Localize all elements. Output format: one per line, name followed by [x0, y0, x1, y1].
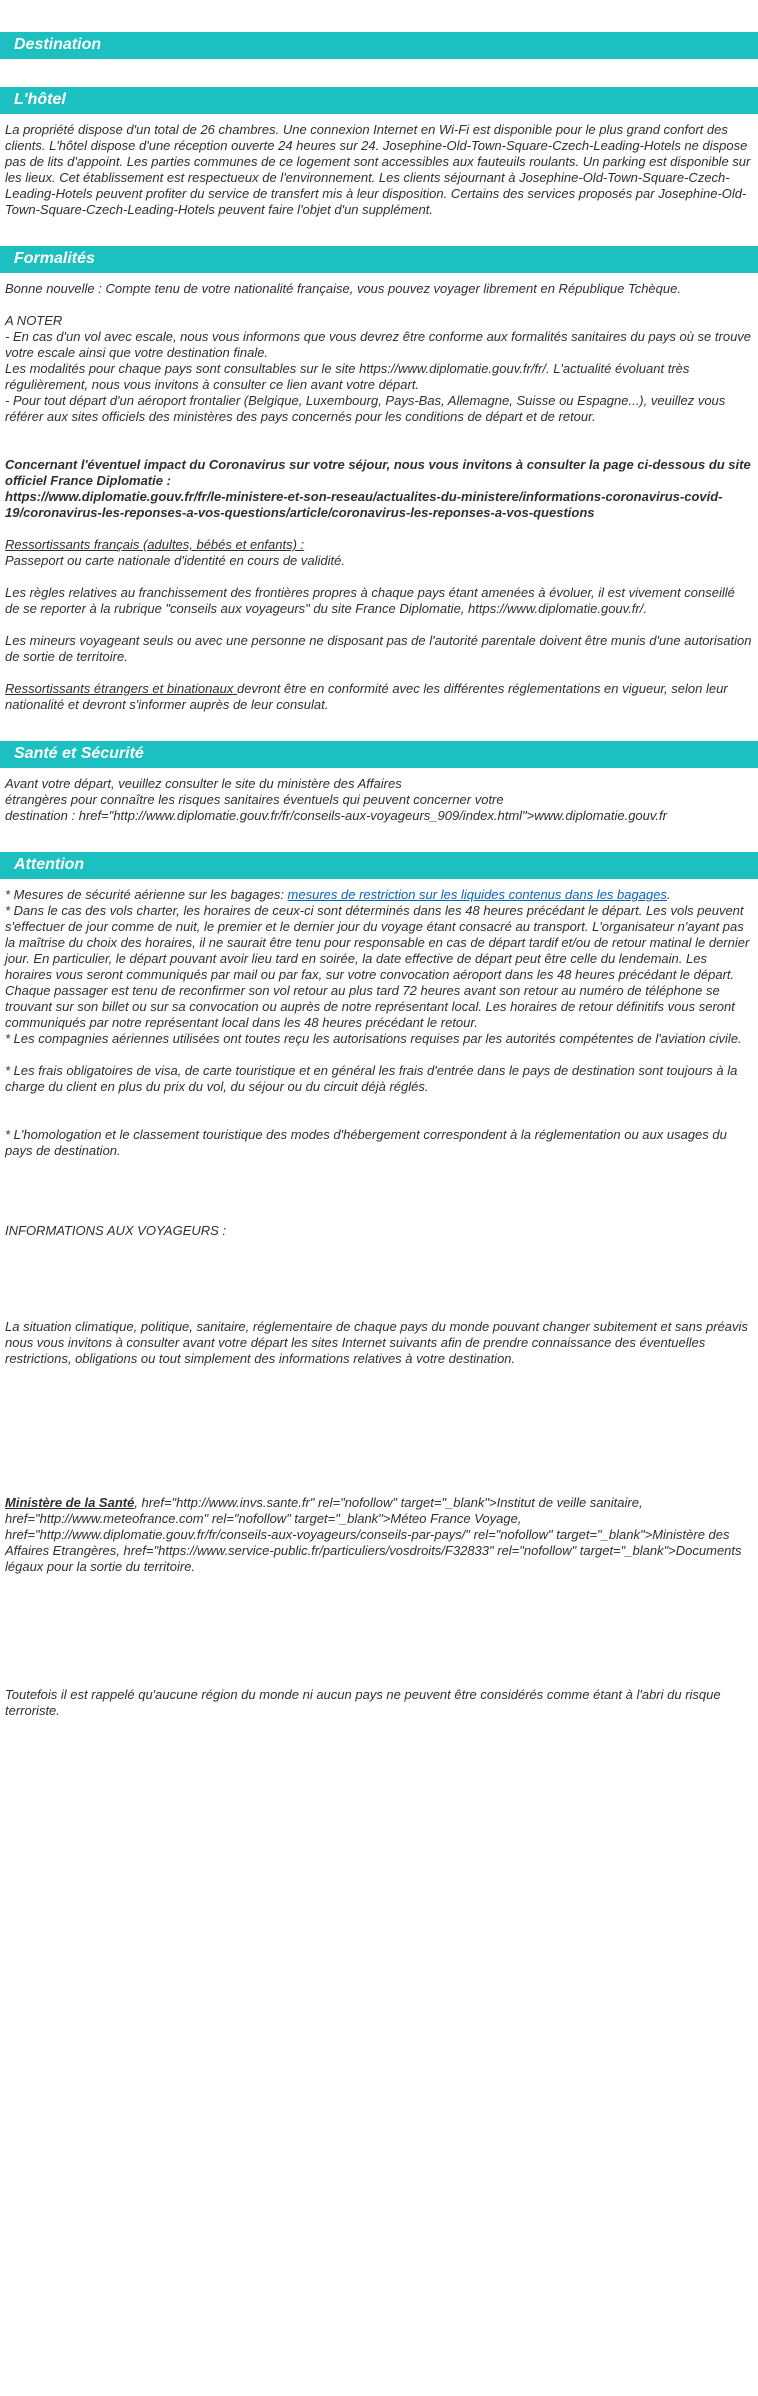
good-news-note: [0, 281, 758, 297]
blank-line: [0, 569, 758, 585]
text-segment: * Dans le cas des vols charter, les horaires de ceux-ci sont déterminés dans les 48 heures précédant le départ. Les vols peuvent s'effectuer de jour comme de nuit, le premier et le dernier jour du voyage étant consacré au transport. L'organisateur n'ayant pas la maîtrise du choix des horaires, il ne saurait être tenu pour responsable en cas de départ tardif et/ou de retour matinal le dernier jour. En particulier, le départ pouvant avoir lieu tard en soirée, la date effective de départ peut être celle du lendemain. Les horaires vous seront communiqués par mail ou par fax, sur votre convocation aéroport dans les 48 heures précédant le départ. Chaque passager est tenu de reconfirmer son vol retour au plus tard 72 heures avant son retour au numéro de téléphone se trouvant sur son billet ou sur sa convocation ou auprès de notre représentant local. Les horaires de retour définitifs vous seront communiqués par notre représentant local dans les 48 heures précédant le retour.: [5, 903, 750, 1030]
charter-flights-note: [0, 903, 758, 1031]
blank-line: [0, 1287, 758, 1303]
situation-notice: [0, 1319, 758, 1335]
visa-fees-note: [0, 1063, 758, 1095]
liquids-restriction-link[interactable]: mesures de restriction sur les liquides contenus dans les bagages: [287, 887, 667, 902]
section-attention: [0, 852, 758, 1719]
section-title: Attention: [14, 856, 85, 873]
blank-line: [0, 1175, 758, 1191]
coronavirus-url: [0, 489, 758, 521]
terrorism-notice: [0, 1687, 758, 1719]
text-segment: Les mineurs voyageant seuls ou avec une personne ne disposant pas de l'autorité parentale doivent être munis d'une autorisation de sortie de territoire.: [5, 633, 752, 664]
section-header-formalites: [0, 246, 758, 273]
blank-line: [0, 1479, 758, 1495]
blank-line: [0, 1191, 758, 1207]
blank-line: [0, 1415, 758, 1431]
foreign-nationals-note: [0, 681, 758, 713]
passport-note: [0, 553, 758, 569]
blank-line: [0, 1639, 758, 1655]
blank-line: [0, 1447, 758, 1463]
text-segment: Toutefois il est rappelé qu'aucune région du monde ni aucun pays ne peuvent être considérés comme étant à l'abri du risque terroriste.: [5, 1687, 721, 1718]
blank-line: [0, 1207, 758, 1223]
text-segment: .: [666, 887, 671, 902]
text-segment: Les modalités pour chaque pays sont consultables sur le site https://www.diplomatie.gouv.fr/fr/. L'actualité évoluant très régulièrement, nous vous invitons à consulter ce lien avant votre départ.: [5, 361, 690, 392]
blank-line: [0, 1399, 758, 1415]
health-line-1: [0, 776, 758, 792]
section-header-destination: [0, 32, 758, 59]
section-header-hotel: [0, 87, 758, 114]
border-rules-note: [0, 585, 758, 617]
ministere-sante-link[interactable]: Ministère de la Santé: [5, 1495, 135, 1510]
text-segment: Bonne nouvelle : Compte tenu de votre nationalité française, vous pouvez voyager librement en République Tchèque.: [5, 281, 681, 296]
blank-line: [0, 1095, 758, 1111]
section-title: L'hôtel: [14, 91, 66, 108]
text-segment: Les règles relatives au franchissement des frontières propres à chaque pays étant amenées à évoluer, il est vivement conseillé de se reporter à la rubrique "conseils aux voyageurs" du site France Diplomatie, https://www.diplomatie.gouv.fr/.: [5, 585, 735, 616]
blank-line: [0, 1463, 758, 1479]
document-body: [0, 32, 758, 1719]
text-segment: - En cas d'un vol avec escale, nous vous informons que vous devrez être conforme aux formalités sanitaires du pays où se trouve votre escale ainsi que votre destination finale.: [5, 329, 752, 360]
text-segment: Ressortissants français (adultes, bébés et enfants) :: [5, 537, 305, 552]
blank-line: [0, 1671, 758, 1687]
blank-line: [0, 1623, 758, 1639]
text-segment: * Les frais obligatoires de visa, de carte touristique et en général les frais d'entrée dans le pays de destination sont toujours à la charge du client en plus du prix du vol, du séjour ou du circuit déjà réglés.: [5, 1063, 738, 1094]
text-segment: La propriété dispose d'un total de 26 chambres. Une connexion Internet en Wi-Fi est disponible pour le plus grand confort des clients. L'hôtel dispose d'une réception ouverte 24 heures sur 24. Josephine-Old-Town-Square-Czech-Leading-Hotels ne dispose pas de lits d'appoint. Les parties communes de ce logement sont accessibles aux fauteuils roulants. Un parking est disponible sur les lieux. Cet établissement est respectueux de l'environnement. Les clients séjournant à Josephine-Old-Town-Square-Czech-Leading-Hotels peuvent profiter du service de transfert mis à leur disposition. Certains des services proposés par Josephine-Old-Town-Square-Czech-Leading-Hotels peuvent faire l'objet d'un supplément.: [5, 122, 751, 217]
text-segment: INFORMATIONS AUX VOYAGEURS :: [5, 1223, 227, 1238]
blank-line: [0, 1655, 758, 1671]
accommodation-classification-note: [0, 1127, 758, 1159]
blank-line: [0, 1159, 758, 1175]
section-sante-securite: [0, 741, 758, 824]
text-segment: devront être en conformité avec les différentes réglementations en vigueur, selon leur nationalité et devront s'informer auprès de leur consulat.: [5, 681, 728, 712]
section-header-attention: [0, 852, 758, 879]
section-destination: [0, 32, 758, 59]
blank-line: [0, 1271, 758, 1287]
minors-note: [0, 633, 758, 665]
modalites-note: [0, 361, 758, 393]
blank-line: [0, 297, 758, 313]
security-baggage-note: [0, 887, 758, 903]
blank-line: [0, 441, 758, 457]
text-segment: * L'homologation et le classement touristique des modes d'hébergement correspondent à la réglementation ou aux usages du pays de destination.: [5, 1127, 727, 1158]
section-formalites: [0, 246, 758, 713]
section-title: Santé et Sécurité: [14, 745, 144, 762]
section-title: Formalités: [14, 250, 95, 267]
blank-line: [0, 1047, 758, 1063]
french-nationals-heading: [0, 537, 758, 553]
frontier-airport-note: [0, 393, 758, 425]
escale-note: [0, 329, 758, 361]
travelers-info-heading: [0, 1223, 758, 1239]
a-noter-heading: [0, 313, 758, 329]
official-links: [0, 1495, 758, 1575]
blank-line: [0, 665, 758, 681]
section-hotel: [0, 87, 758, 218]
blank-line: [0, 425, 758, 441]
text-segment: - Pour tout départ d'un aéroport frontalier (Belgique, Luxembourg, Pays-Bas, Allemagne, Suisse ou Espagne...), veuillez vous référer aux sites officiels des ministères des pays concernés pour les conditions de départ et de retour.: [5, 393, 726, 424]
hotel-description: [0, 122, 758, 218]
text-segment: destination : href="http://www.diplomatie.gouv.fr/fr/conseils-aux-voyageurs_909/index.html">www.diplomatie.gouv.fr: [5, 808, 667, 823]
section-title: Destination: [14, 36, 102, 53]
blank-line: [0, 1607, 758, 1623]
text-segment: étrangères pour connaître les risques sanitaires éventuels qui peuvent concerner votre: [5, 792, 504, 807]
blank-line: [0, 1431, 758, 1447]
text-segment: * Mesures de sécurité aérienne sur les bagages:: [5, 887, 288, 902]
blank-line: [0, 617, 758, 633]
blank-line: [0, 1111, 758, 1127]
blank-line: [0, 1303, 758, 1319]
text-segment: https://www.diplomatie.gouv.fr/fr/le-ministere-et-son-reseau/actualites-du-ministere/informations-coronavirus-covid-19/coronavirus-les-reponses-a-vos-questions/article/coronavirus-les-reponses-a-vos-questions: [5, 489, 723, 520]
airlines-authorizations-note: [0, 1031, 758, 1047]
text-segment: A NOTER: [5, 313, 63, 328]
blank-line: [0, 1575, 758, 1591]
coronavirus-notice: [0, 457, 758, 489]
blank-line: [0, 521, 758, 537]
text-segment: Avant votre départ, veuillez consulter le site du ministère des Affaires: [5, 776, 402, 791]
blank-line: [0, 1255, 758, 1271]
blank-line: [0, 1367, 758, 1383]
text-segment: nous vous invitons à consulter avant votre départ les sites Internet suivants afin de prendre connaissance des éventuelles restrictions, obligations ou tout simplement des informations relatives à votre destination.: [5, 1335, 706, 1366]
blank-line: [0, 1383, 758, 1399]
text-segment: * Les compagnies aériennes utilisées ont toutes reçu les autorisations requises par les autorités compétentes de l'aviation civile.: [5, 1031, 742, 1046]
situation-notice-2: [0, 1335, 758, 1367]
health-line-3: [0, 808, 758, 824]
blank-line: [0, 1239, 758, 1255]
text-segment: , href="http://www.invs.sante.fr" rel="nofollow" target="_blank">Institut de veille sanitaire, href="http://www.meteofrance.com" rel="nofollow" target="_blank">Méteo France Voyage, href="http://www.diplomatie.gouv.fr/fr/conseils-aux-voyageurs/conseils-par-pays/" rel="nofollow" target="_blank">Ministère des Affaires Etrangères, href="https://www.service-public.fr/particuliers/vosdroits/F32833" rel="nofollow" target="_blank">Documents légaux pour la sortie du territoire.: [5, 1495, 742, 1574]
section-header-sante-securite: [0, 741, 758, 768]
text-segment: Ressortissants étrangers et binationaux: [5, 681, 237, 696]
health-line-2: [0, 792, 758, 808]
text-segment: La situation climatique, politique, sanitaire, réglementaire de chaque pays du monde pouvant changer subitement et sans préavis: [5, 1319, 748, 1334]
text-segment: Passeport ou carte nationale d'identité en cours de validité.: [5, 553, 345, 568]
text-segment: Concernant l'éventuel impact du Coronavirus sur votre séjour, nous vous invitons à consulter la page ci-dessous du site officiel France Diplomatie :: [5, 457, 751, 488]
blank-line: [0, 1591, 758, 1607]
